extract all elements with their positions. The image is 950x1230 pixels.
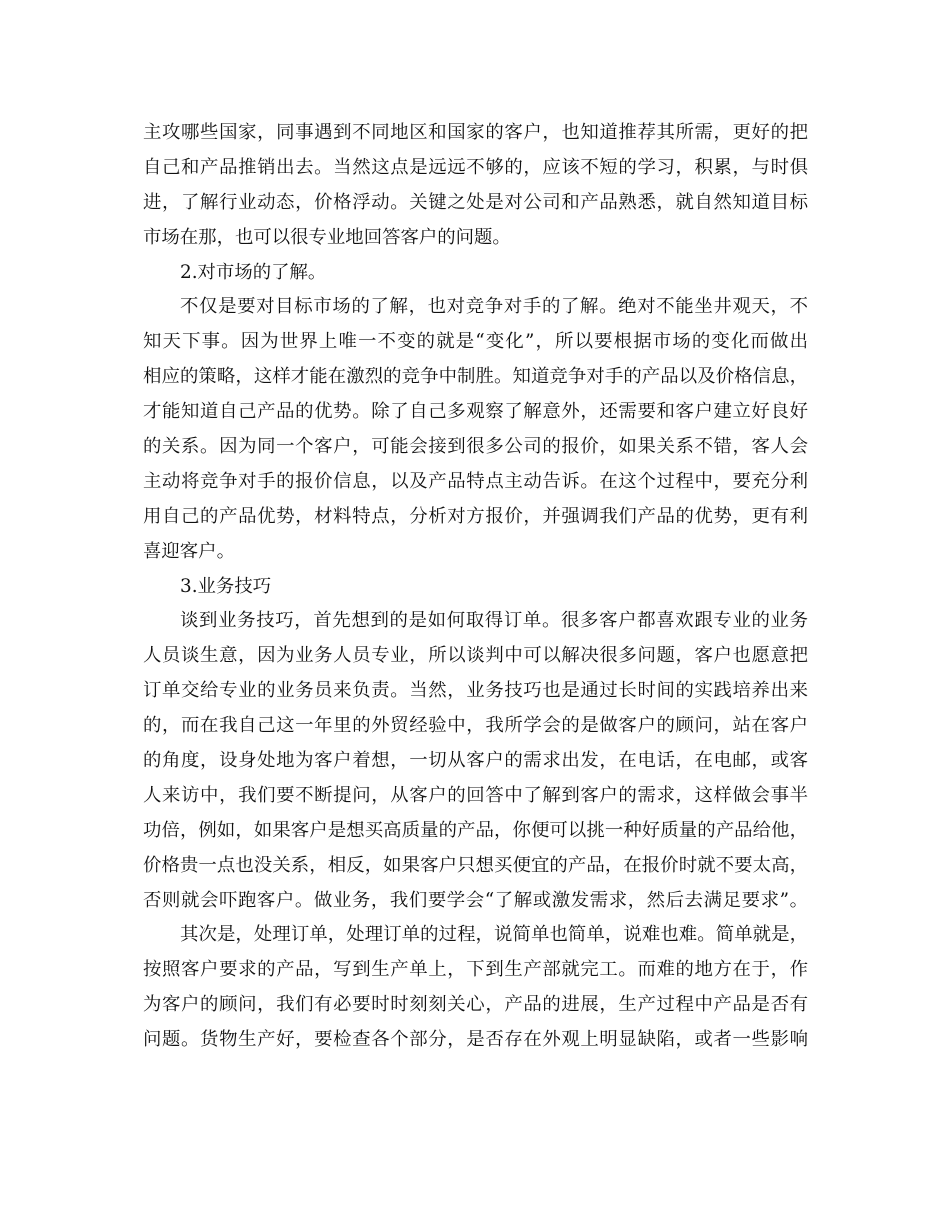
text-line: 人员谈生意，因为业务人员专业，所以谈判中可以解决很多问题，客户也愿意把 — [143, 645, 808, 667]
text-line: 的角度，设身处地为客户着想，一切从客户的需求出发，在电话，在电邮，或客 — [143, 750, 808, 772]
text-line: 的关系。因为同一个客户，可能会接到很多公司的报价，如果关系不错，客人会 — [143, 436, 808, 458]
text-line: 喜迎客户。 — [143, 540, 235, 562]
text-line: 用自己的产品优势，材料特点，分析对方报价，并强调我们产品的优势，更有利 — [143, 505, 808, 527]
text-line: 谈到业务技巧，首先想到的是如何取得订单。很多客户都喜欢跟专业的业务 — [180, 610, 808, 632]
section-heading: 2.对市场的了解。 — [180, 261, 327, 283]
text-line: 相应的策略，这样才能在激烈的竞争中制胜。知道竞争对手的产品以及价格信息， — [143, 366, 808, 388]
text-line: 其次是，处理订单，处理订单的过程，说简单也简单，说难也难。简单就是， — [180, 924, 808, 946]
text-line: 才能知道自己产品的优势。除了自己多观察了解意外，还需要和客户建立好良好 — [143, 401, 808, 423]
text-line: 人来访中，我们要不断提问，从客户的回答中了解到客户的需求，这样做会事半 — [143, 784, 808, 806]
text-line: 为客户的顾问，我们有必要时时刻刻关心，产品的进展，生产过程中产品是否有 — [143, 994, 808, 1016]
text-line: 的，而在我自己这一年里的外贸经验中，我所学会的是做客户的顾问，站在客户 — [143, 715, 808, 737]
text-line: 知天下事。因为世界上唯一不变的就是“变化”，所以要根据市场的变化而做出 — [143, 331, 808, 353]
text-line: 否则就会吓跑客户。做业务，我们要学会“了解或激发需求，然后去满足要求”。 — [143, 889, 808, 911]
text-line: 订单交给专业的业务员来负责。当然，业务技巧也是通过长时间的实践培养出来 — [143, 680, 808, 702]
text-line: 不仅是要对目标市场的了解，也对竞争对手的了解。绝对不能坐井观天，不 — [180, 296, 808, 318]
text-line: 主动将竞争对手的报价信息，以及产品特点主动告诉。在这个过程中，要充分利 — [143, 470, 808, 492]
text-line: 按照客户要求的产品，写到生产单上，下到生产部就完工。而难的地方在于，作 — [143, 959, 808, 981]
body-text — [143, 116, 808, 1058]
text-line: 进，了解行业动态，价格浮动。关键之处是对公司和产品熟悉，就自然知道目标 — [143, 191, 808, 213]
text-line: 主攻哪些国家，同事遇到不同地区和国家的客户，也知道推荐其所需，更好的把 — [143, 122, 808, 143]
text-line: 市场在那，也可以很专业地回答客户的问题。 — [143, 226, 511, 248]
text-line: 功倍，例如，如果客户是想买高质量的产品，你便可以挑一种好质量的产品给他， — [143, 819, 808, 841]
text-line: 自己和产品推销出去。当然这点是远远不够的，应该不短的学习，积累，与时俱 — [143, 156, 808, 178]
text-line: 问题。货物生产好，要检查各个部分，是否存在外观上明显缺陷，或者一些影响 — [143, 1029, 808, 1051]
section-heading: 3.业务技巧 — [180, 575, 272, 597]
text-line: 价格贵一点也没关系，相反，如果客户只想买便宜的产品，在报价时就不要太高， — [143, 854, 808, 876]
